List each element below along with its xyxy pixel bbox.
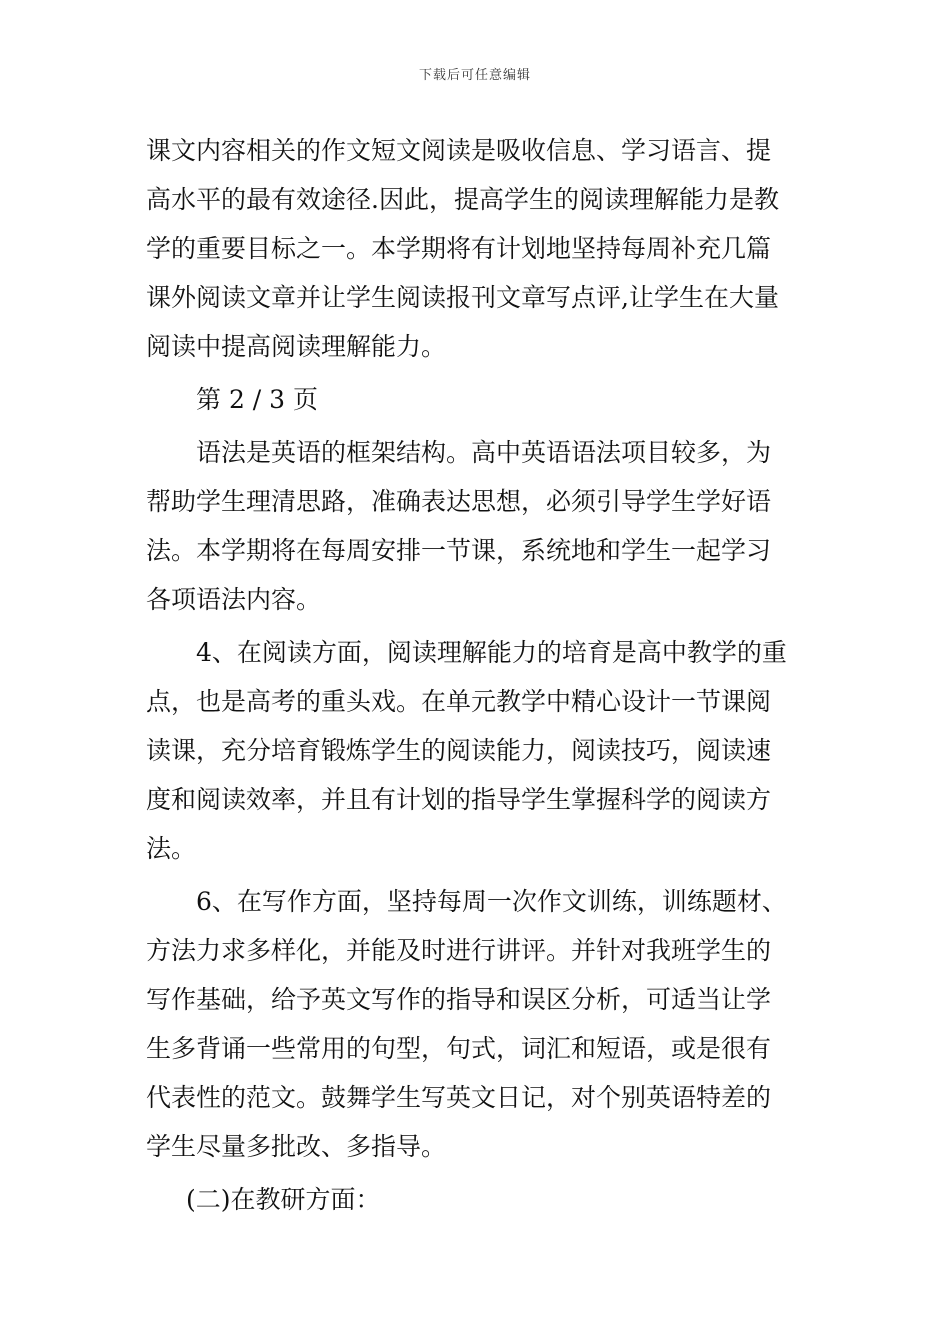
page-indicator [146,375,810,424]
page-header: 下载后可任意编辑 [418,68,531,83]
section-heading-research [146,1175,810,1224]
text-line: 法。本学期将在每周安排一节课，系统地和学生一起学习 [146,536,772,565]
text-line: 法。 [146,834,197,863]
text-line: 方法力求多样化，并能及时进行讲评。并针对我班学生的 [146,936,772,965]
text-line: 读课，充分培育锻炼学生的阅读能力，阅读技巧，阅读速 [146,736,772,765]
text-line: 课外阅读文章并让学生阅读报刊文章写点评,让学生在大量 [146,283,779,312]
text-line: 课文内容相关的作文短文阅读是吸收信息、学习语言、提 [146,136,772,165]
text-line: 生多背诵一些常用的句型，句式，词汇和短语，或是很有 [146,1034,772,1063]
page-number-text: 第 2 / 3 页 [196,385,319,414]
text-line: 高水平的最有效途径.因此，提高学生的阅读理解能力是教 [146,185,779,214]
section-heading: (二)在教研方面： [186,1185,381,1214]
text-line: 阅读中提高阅读理解能力。 [146,332,447,361]
text-line: 6、在写作方面，坚持每周一次作文训练，训练题材、 [196,887,787,916]
paragraph-writing-section [146,877,810,1171]
text-line: 学的重要目标之一。本学期将有计划地坚持每周补充几篇 [146,234,772,263]
text-line: 各项语法内容。 [146,585,322,614]
text-line: 度和阅读效率，并且有计划的指导学生掌握科学的阅读方 [146,785,772,814]
text-line: 点，也是高考的重头戏。在单元教学中精心设计一节课阅 [146,687,772,716]
paragraph-reading-materials [146,126,810,371]
text-line: 写作基础，给予英文写作的指导和误区分析，可适当让学 [146,985,772,1014]
paragraph-reading-section [146,628,810,873]
text-line: 语法是英语的框架结构。高中英语语法项目较多，为 [196,438,772,467]
document-body [146,126,810,1224]
paragraph-grammar [146,428,810,624]
text-line: 4、在阅读方面，阅读理解能力的培育是高中教学的重 [196,638,787,667]
text-line: 代表性的范文。鼓舞学生写英文日记，对个别英语特差的 [146,1083,772,1112]
text-line: 帮助学生理清思路，准确表达思想，必须引导学生学好语 [146,487,772,516]
text-line: 学生尽量多批改、多指导。 [146,1132,447,1161]
